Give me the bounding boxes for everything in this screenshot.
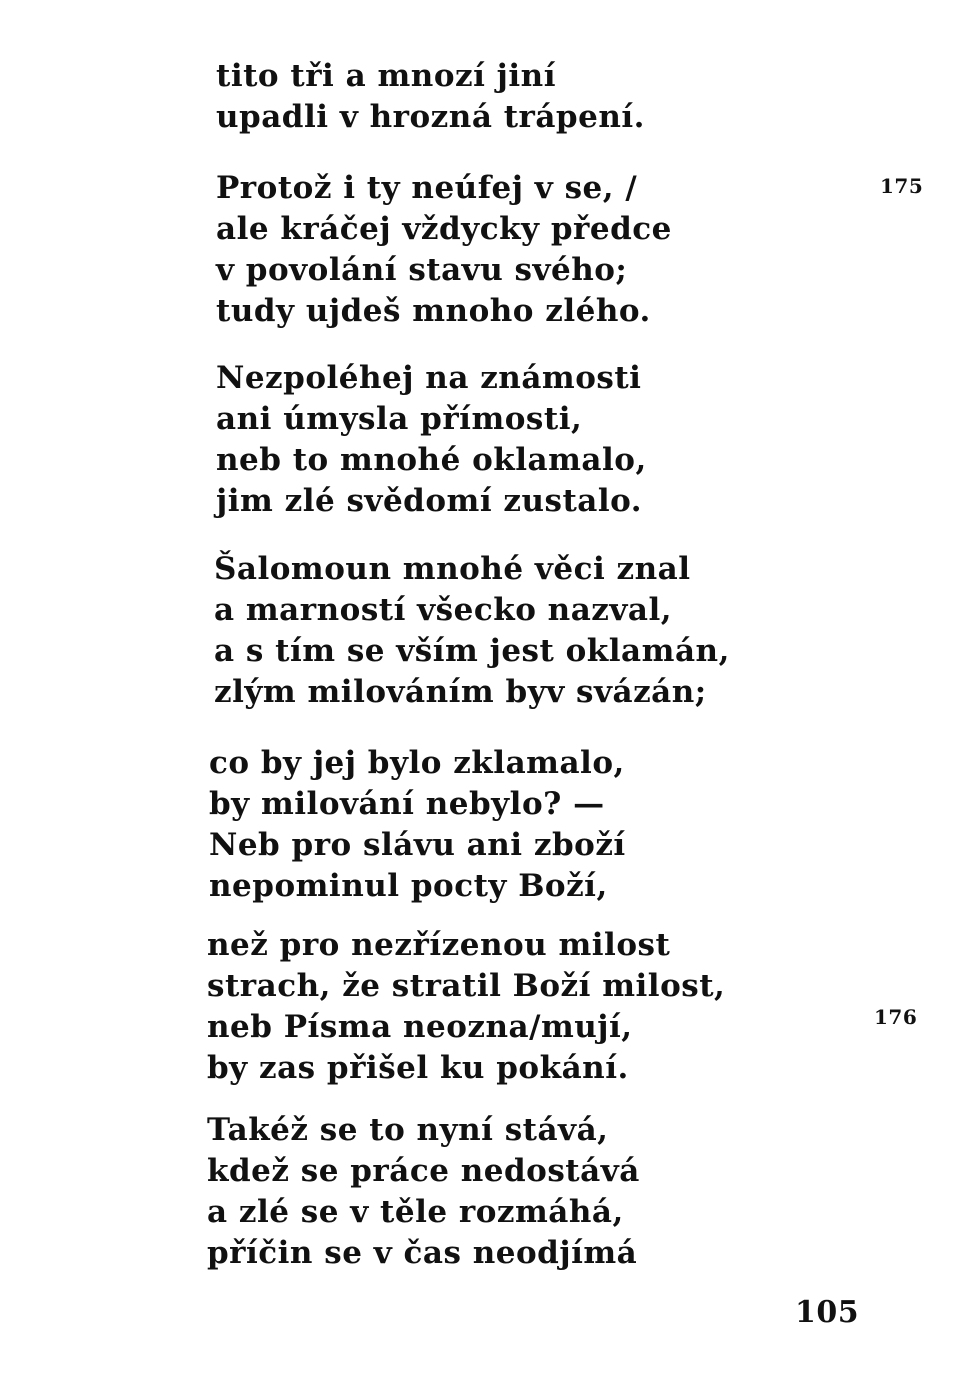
- verse-line: a marností všecko nazval,: [214, 592, 673, 628]
- verse-line: a s tím se vším jest oklamán,: [214, 633, 730, 669]
- stanza-7: [207, 1110, 640, 1274]
- verse-line: by zas přišel ku pokání.: [207, 1050, 629, 1086]
- stanza-3: [216, 358, 647, 522]
- verse-line: Protož i ty neúfej v se, /: [216, 170, 638, 206]
- verse-line: Takéž se to nyní stává,: [207, 1112, 609, 1148]
- verse-line: ale kráčej vždycky předce: [216, 211, 672, 247]
- verse-line: by milování nebylo? —: [209, 786, 605, 822]
- verse-line: upadli v hrozná trápení.: [216, 99, 645, 135]
- verse-line: příčin se v čas neodjímá: [207, 1235, 638, 1271]
- stanza-6: [207, 925, 725, 1089]
- verse-line: a zlé se v těle rozmáhá,: [207, 1194, 624, 1230]
- verse-line: Šalomoun mnohé věci znal: [214, 551, 691, 587]
- margin-number-175: 175: [880, 174, 924, 198]
- verse-line: co by jej bylo zklamalo,: [209, 745, 625, 781]
- verse-line: ani úmysla přímosti,: [216, 401, 583, 437]
- margin-number-176: 176: [874, 1005, 918, 1029]
- verse-line: nepominul pocty Boží,: [209, 868, 608, 904]
- verse-line: neb to mnohé oklamalo,: [216, 442, 647, 478]
- verse-line: tudy ujdeš mnoho zlého.: [216, 293, 651, 329]
- verse-line: zlým milováním byv svázán;: [214, 674, 707, 710]
- stanza-2: [216, 168, 672, 332]
- page-number: 105: [795, 1295, 860, 1330]
- verse-line: v povolání stavu svého;: [216, 252, 628, 288]
- verse-line: tito tři a mnozí jiní: [216, 58, 556, 94]
- verse-line: Nezpoléhej na známosti: [216, 360, 642, 396]
- stanza-4: [214, 549, 730, 713]
- stanza-5: [209, 743, 626, 907]
- verse-line: Neb pro slávu ani zboží: [209, 827, 626, 863]
- verse-line: než pro nezřízenou milost: [207, 927, 671, 963]
- verse-line: neb Písma neozna/mují,: [207, 1009, 633, 1045]
- verse-line: kdež se práce nedostává: [207, 1153, 640, 1189]
- stanza-1: [216, 56, 645, 138]
- verse-line: jim zlé svědomí zustalo.: [216, 483, 643, 519]
- verse-line: strach, že stratil Boží milost,: [207, 968, 726, 1004]
